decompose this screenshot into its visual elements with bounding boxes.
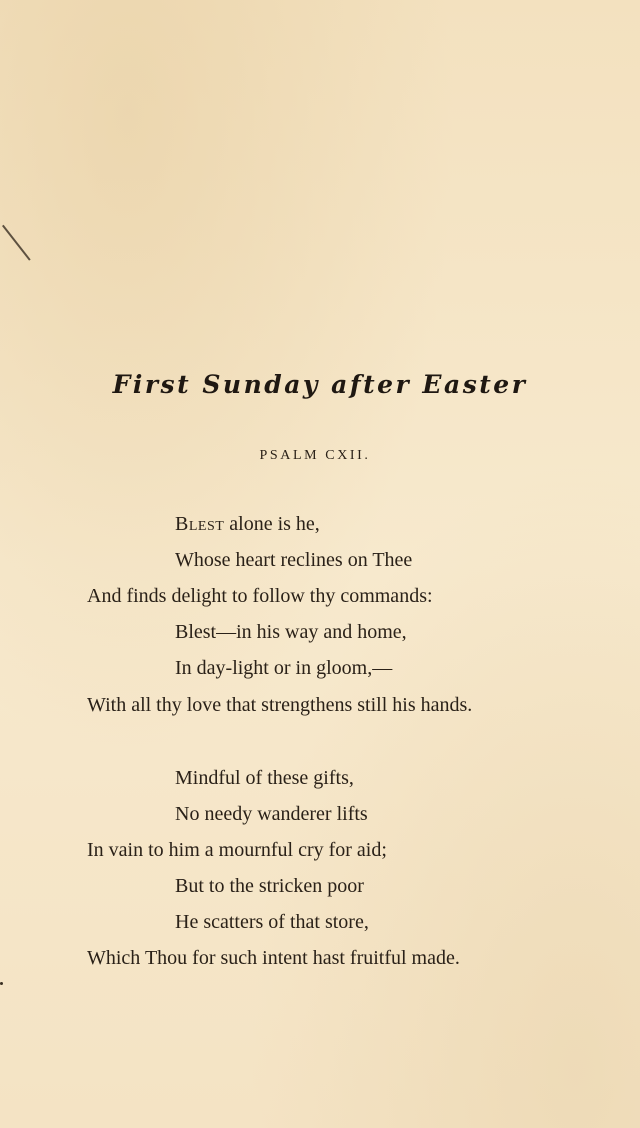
- stanza1-line4: Blest—in his way and home,: [175, 621, 407, 643]
- stanza2-line3: In vain to him a mournful cry for aid;: [87, 839, 387, 861]
- stanza2-line4: But to the stricken poor: [175, 875, 364, 897]
- stanza1-line2: Whose heart reclines on Thee: [175, 549, 413, 571]
- stanza2-line2: No needy wanderer lifts: [175, 803, 368, 825]
- psalm-subtitle: PSALM CXII.: [259, 448, 371, 463]
- stanza1-line1: [175, 513, 320, 536]
- stanza1-line6: With all thy love that strengthens still his hands.: [87, 694, 473, 716]
- stanza1-first-word: Blest: [175, 513, 225, 535]
- stanza1-line1-rest: alone is he,: [224, 513, 320, 535]
- stanza1-line5: In day-light or in gloom,—: [175, 657, 393, 679]
- stanza2-line5: He scatters of that store,: [175, 911, 369, 933]
- page-title: First Sunday after Easter: [112, 370, 528, 399]
- stanza1-line3: And finds delight to follow thy commands:: [87, 585, 433, 607]
- margin-dot-mark: [0, 982, 3, 985]
- stanza2-line6: Which Thou for such intent hast fruitful made.: [87, 947, 460, 969]
- stanza2-line1: Mindful of these gifts,: [175, 767, 354, 789]
- margin-pencil-mark: [2, 225, 31, 261]
